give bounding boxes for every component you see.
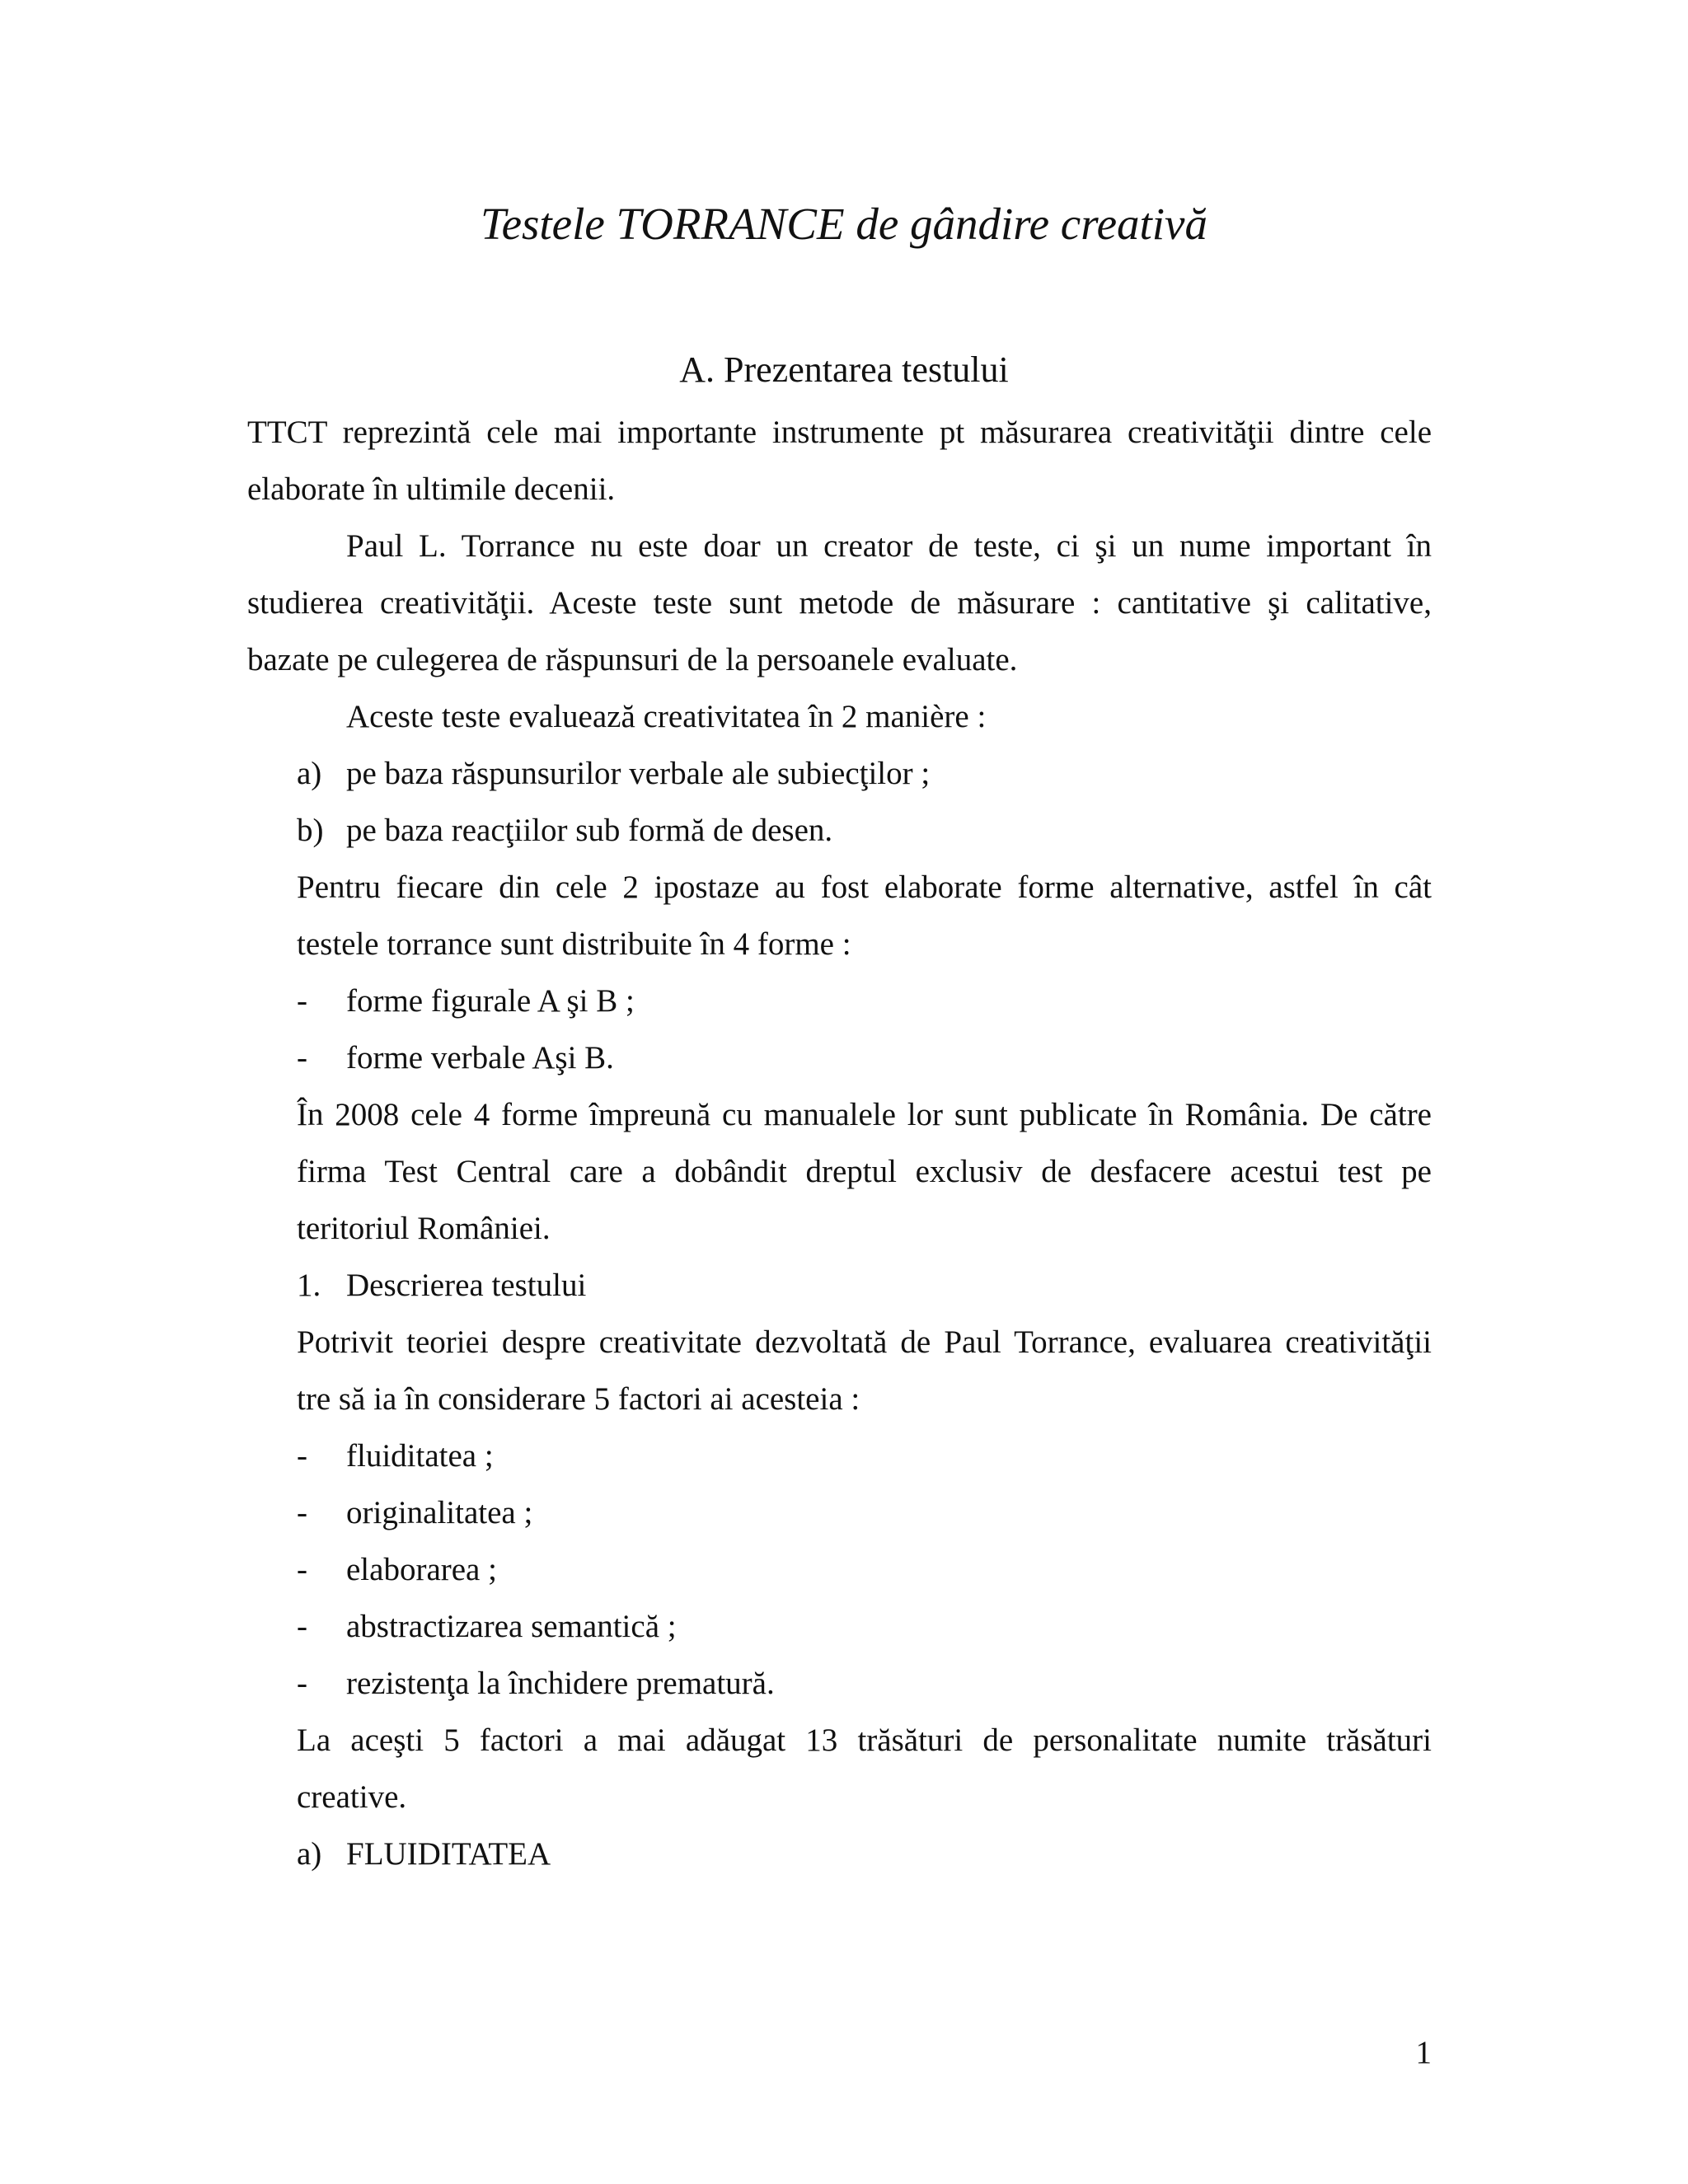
list-item-text: forme verbale Aşi B. xyxy=(346,1040,614,1076)
paragraph-line: teritoriul României. xyxy=(297,1211,551,1246)
list-item-text: elaborarea ; xyxy=(346,1552,497,1587)
list-marker: - xyxy=(297,983,307,1019)
paragraph-line: TTCT reprezintă cele mai importante instrumente pt măsurarea creativităţii dintre cele xyxy=(247,415,1432,450)
list-marker: a) xyxy=(297,756,322,791)
paragraph-line: tre să ia în considerare 5 factori ai acesteia : xyxy=(297,1381,860,1417)
paragraph-line: bazate pe culegerea de răspunsuri de la persoanele evaluate. xyxy=(247,642,1018,677)
page-number: 1 xyxy=(1415,2035,1432,2070)
list-item-text: rezistenţa la închidere prematură. xyxy=(346,1666,775,1701)
paragraph-line: testele torrance sunt distribuite în 4 forme : xyxy=(297,926,851,962)
paragraph-line: creative. xyxy=(297,1779,407,1815)
list-marker: b) xyxy=(297,813,324,848)
subsection-number: 1. xyxy=(297,1268,321,1303)
list-marker: - xyxy=(297,1495,307,1530)
list-item-text: forme figurale A şi B ; xyxy=(346,983,635,1019)
list-item-text: FLUIDITATEA xyxy=(346,1836,551,1872)
paragraph-line: firma Test Central care a dobândit dreptul exclusiv de desfacere acestui test pe xyxy=(297,1154,1432,1189)
paragraph-line: Pentru fiecare din cele 2 ipostaze au fost elaborate forme alternative, astfel în cât xyxy=(297,869,1432,905)
list-item-text: pe baza răspunsurilor verbale ale subiecţilor ; xyxy=(346,756,931,791)
paragraph-line: studierea creativităţii. Aceste teste sunt metode de măsurare : cantitative şi calitative, xyxy=(247,585,1432,621)
paragraph-line: elaborate în ultimile decenii. xyxy=(247,471,616,507)
list-item-text: originalitatea ; xyxy=(346,1495,533,1530)
list-item-text: pe baza reacţiilor sub formă de desen. xyxy=(346,813,833,848)
list-marker: - xyxy=(297,1666,307,1701)
subsection-title: Descrierea testului xyxy=(346,1268,587,1303)
list-marker: - xyxy=(297,1552,307,1587)
paragraph-line: Aceste teste evaluează creativitatea în 2 manière : xyxy=(346,699,987,734)
list-marker: - xyxy=(297,1040,307,1076)
list-item-text: fluiditatea ; xyxy=(346,1438,494,1474)
section-heading: A. Prezentarea testului xyxy=(679,349,1009,390)
paragraph-line: La aceşti 5 factori a mai adăugat 13 trăsături de personalitate numite trăsături xyxy=(297,1722,1432,1758)
list-item-text: abstractizarea semantică ; xyxy=(346,1609,677,1644)
document-title: Testele TORRANCE de gândire creativă xyxy=(481,199,1207,249)
list-marker: - xyxy=(297,1609,307,1644)
list-marker: a) xyxy=(297,1836,322,1872)
paragraph-line: În 2008 cele 4 forme împreună cu manualele lor sunt publicate în România. De către xyxy=(297,1097,1432,1132)
list-marker: - xyxy=(297,1438,307,1474)
paragraph-line: Potrivit teoriei despre creativitate dezvoltată de Paul Torrance, evaluarea creativităţii xyxy=(297,1324,1432,1360)
paragraph-line: Paul L. Torrance nu este doar un creator de teste, ci şi un nume important în xyxy=(346,528,1432,564)
